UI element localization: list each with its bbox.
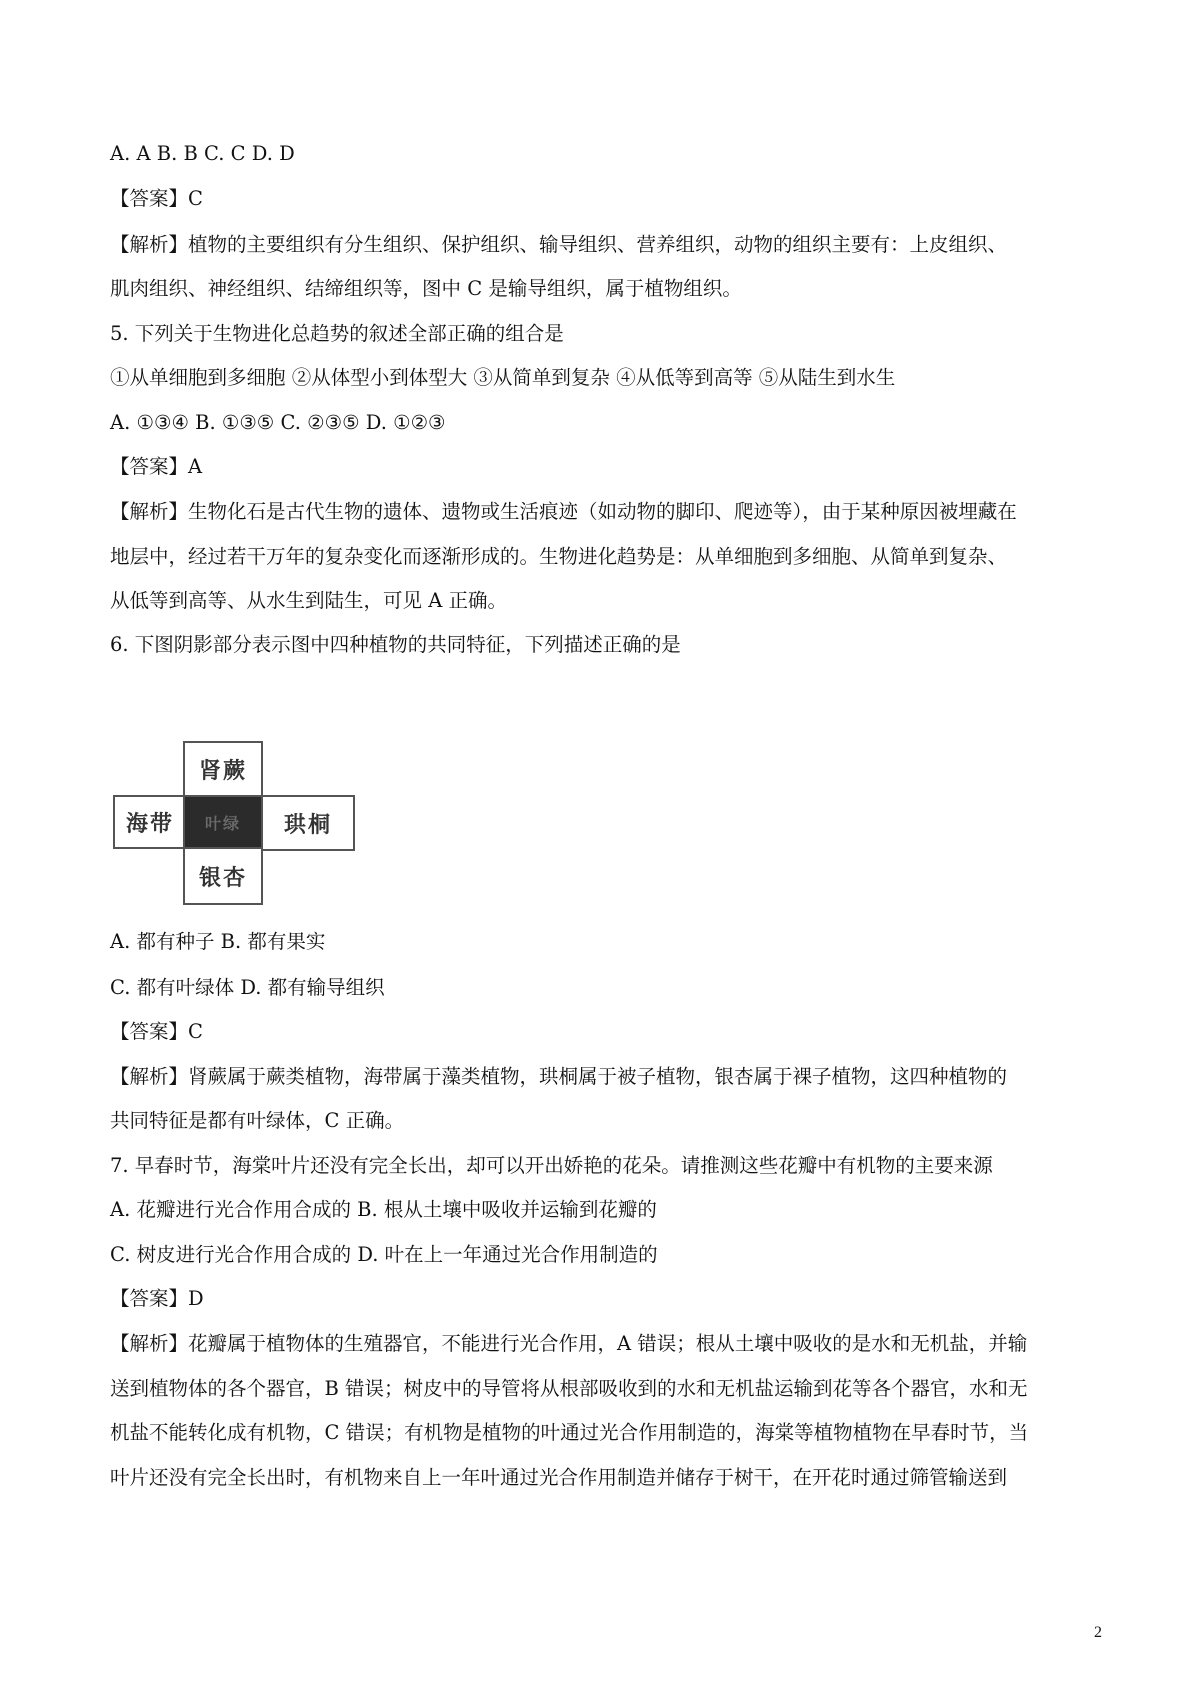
diagram-cell-right: 珙桐	[261, 795, 355, 851]
q4-analysis-line-1: 【解析】植物的主要组织有分生组织、保护组织、输导组织、营养组织，动物的组织主要有：上皮组织、	[110, 233, 1008, 256]
q7-options-row-2: C. 树皮进行光合作用合成的 D. 叶在上一年通过光合作用制造的	[110, 1243, 658, 1266]
q6-analysis-line-2: 共同特征是都有叶绿体，C 正确。	[110, 1109, 405, 1132]
plant-cross-diagram	[113, 741, 358, 906]
q5-options: A. ①③④ B. ①③⑤ C. ②③⑤ D. ①②③	[110, 411, 446, 434]
q7-analysis-line-3: 机盐不能转化成有机物，C 错误；有机物是植物的叶通过光合作用制造的，海棠等植物植物在早春时节，当	[110, 1421, 1029, 1444]
q7-analysis-line-2: 送到植物体的各个器官，B 错误；树皮中的导管将从根部吸收到的水和无机盐运输到花等各个器官，水和无	[110, 1377, 1028, 1400]
q7-analysis-line-4: 叶片还没有完全长出时，有机物来自上一年叶通过光合作用制造并储存于树干，在开花时通过筛管输送到	[110, 1466, 1008, 1489]
q7-answer: 【答案】D	[110, 1287, 204, 1310]
q5-stem: 5. 下列关于生物进化总趋势的叙述全部正确的组合是	[110, 322, 564, 345]
diagram-cell-bottom: 银杏	[183, 847, 263, 905]
q5-answer: 【答案】A	[110, 455, 203, 478]
q5-analysis-line-1: 【解析】生物化石是古代生物的遗体、遗物或生活痕迹（如动物的脚印、爬迹等），由于某种原因被埋藏在	[110, 500, 1017, 523]
q7-options-row-1: A. 花瓣进行光合作用合成的 B. 根从土壤中吸收并运输到花瓣的	[110, 1198, 657, 1221]
q4-analysis-line-2: 肌肉组织、神经组织、结缔组织等，图中 C 是输导组织，属于植物组织。	[110, 277, 742, 300]
q7-stem: 7. 早春时节，海棠叶片还没有完全长出，却可以开出娇艳的花朵。请推测这些花瓣中有机物的主要来源	[110, 1154, 993, 1177]
page-number: 2	[1094, 1624, 1102, 1641]
diagram-cell-left: 海带	[113, 795, 187, 849]
q7-analysis-line-1: 【解析】花瓣属于植物体的生殖器官，不能进行光合作用，A 错误；根从土壤中吸收的是水和无机盐，并输	[110, 1332, 1028, 1355]
diagram-cell-center-shaded: 叶绿	[183, 795, 263, 849]
q6-analysis-line-1: 【解析】肾蕨属于蕨类植物，海带属于藻类植物，珙桐属于被子植物，银杏属于裸子植物，这四种植物的	[110, 1065, 1008, 1088]
q6-options-row-1: A. 都有种子 B. 都有果实	[110, 930, 326, 953]
q4-answer: 【答案】C	[110, 187, 203, 210]
q6-options-row-2: C. 都有叶绿体 D. 都有输导组织	[110, 976, 385, 999]
q5-analysis-line-3: 从低等到高等、从水生到陆生，可见 A 正确。	[110, 589, 507, 612]
q4-options: A. A B. B C. C D. D	[110, 142, 295, 165]
q6-stem: 6. 下图阴影部分表示图中四种植物的共同特征，下列描述正确的是	[110, 633, 681, 656]
q5-analysis-line-2: 地层中，经过若干万年的复杂变化而逐渐形成的。生物进化趋势是：从单细胞到多细胞、从简单到复杂、	[110, 545, 1008, 568]
q5-statements: ①从单细胞到多细胞 ②从体型小到体型大 ③从简单到复杂 ④从低等到高等 ⑤从陆生到水生	[110, 366, 896, 389]
q6-answer: 【答案】C	[110, 1020, 203, 1043]
diagram-cell-top: 肾蕨	[183, 741, 263, 797]
